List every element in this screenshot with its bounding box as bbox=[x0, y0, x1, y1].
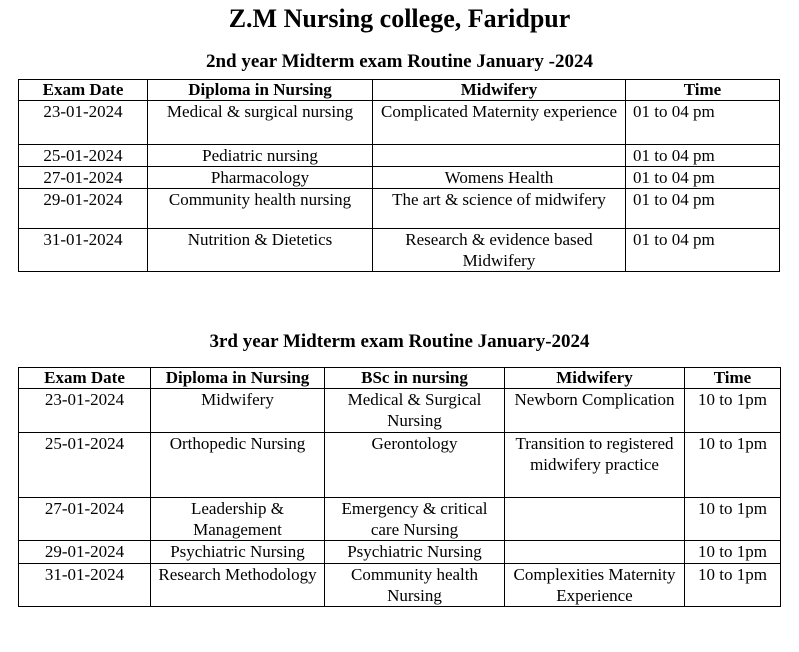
table-row bbox=[19, 189, 780, 229]
cell-bsc: Gerontology bbox=[325, 433, 505, 498]
cell-diploma: Nutrition & Dietetics bbox=[148, 229, 373, 272]
header-bsc: BSc in nursing bbox=[325, 368, 505, 389]
cell-date: 25-01-2024 bbox=[19, 145, 148, 167]
second-year-routine-table bbox=[18, 79, 780, 272]
header-diploma: Diploma in Nursing bbox=[151, 368, 325, 389]
table-header-row bbox=[19, 80, 780, 101]
cell-time: 01 to 04 pm bbox=[626, 145, 780, 167]
header-exam-date: Exam Date bbox=[19, 368, 151, 389]
cell-time: 10 to 1pm bbox=[685, 564, 781, 607]
second-year-heading: 2nd year Midterm exam Routine January -2024 bbox=[205, 51, 593, 72]
cell-diploma: Pharmacology bbox=[148, 167, 373, 189]
cell-midwifery: Transition to registered midwifery practice bbox=[505, 433, 685, 498]
cell-date: 27-01-2024 bbox=[19, 498, 151, 541]
cell-date: 31-01-2024 bbox=[19, 229, 148, 272]
cell-diploma: Orthopedic Nursing bbox=[151, 433, 325, 498]
cell-bsc: Community health Nursing bbox=[325, 564, 505, 607]
cell-midwifery: Complexities Maternity Experience bbox=[505, 564, 685, 607]
table-row bbox=[19, 433, 781, 498]
cell-date: 23-01-2024 bbox=[19, 101, 148, 145]
table-header-row bbox=[19, 368, 781, 389]
cell-date: 25-01-2024 bbox=[19, 433, 151, 498]
cell-time: 10 to 1pm bbox=[685, 498, 781, 541]
table-row bbox=[19, 101, 780, 145]
page-title: Z.M Nursing college, Faridpur bbox=[228, 4, 571, 33]
table-row bbox=[19, 498, 781, 541]
header-time: Time bbox=[685, 368, 781, 389]
cell-time: 10 to 1pm bbox=[685, 541, 781, 564]
cell-bsc: Psychiatric Nursing bbox=[325, 541, 505, 564]
table-row bbox=[19, 145, 780, 167]
cell-midwifery bbox=[505, 498, 685, 541]
cell-date: 31-01-2024 bbox=[19, 564, 151, 607]
cell-date: 27-01-2024 bbox=[19, 167, 148, 189]
cell-diploma: Psychiatric Nursing bbox=[151, 541, 325, 564]
table-row bbox=[19, 389, 781, 433]
cell-midwifery: Womens Health bbox=[373, 167, 626, 189]
cell-date: 23-01-2024 bbox=[19, 389, 151, 433]
cell-time: 01 to 04 pm bbox=[626, 167, 780, 189]
cell-bsc: Emergency & critical care Nursing bbox=[325, 498, 505, 541]
cell-time: 01 to 04 pm bbox=[626, 189, 780, 229]
cell-time: 01 to 04 pm bbox=[626, 229, 780, 272]
cell-bsc: Medical & Surgical Nursing bbox=[325, 389, 505, 433]
third-year-heading: 3rd year Midterm exam Routine January-2024 bbox=[209, 331, 590, 352]
header-diploma: Diploma in Nursing bbox=[148, 80, 373, 101]
table-row bbox=[19, 541, 781, 564]
cell-date: 29-01-2024 bbox=[19, 189, 148, 229]
cell-midwifery bbox=[505, 541, 685, 564]
header-time: Time bbox=[626, 80, 780, 101]
table-row bbox=[19, 564, 781, 607]
cell-time: 10 to 1pm bbox=[685, 389, 781, 433]
cell-diploma: Midwifery bbox=[151, 389, 325, 433]
cell-time: 10 to 1pm bbox=[685, 433, 781, 498]
cell-midwifery bbox=[373, 145, 626, 167]
header-exam-date: Exam Date bbox=[19, 80, 148, 101]
header-midwifery: Midwifery bbox=[505, 368, 685, 389]
table-row bbox=[19, 167, 780, 189]
cell-date: 29-01-2024 bbox=[19, 541, 151, 564]
cell-midwifery: Research & evidence based Midwifery bbox=[373, 229, 626, 272]
cell-midwifery: The art & science of midwifery bbox=[373, 189, 626, 229]
cell-diploma: Pediatric nursing bbox=[148, 145, 373, 167]
cell-diploma: Research Methodology bbox=[151, 564, 325, 607]
table-row bbox=[19, 229, 780, 272]
cell-diploma: Leadership & Management bbox=[151, 498, 325, 541]
cell-midwifery: Newborn Complication bbox=[505, 389, 685, 433]
cell-diploma: Medical & surgical nursing bbox=[148, 101, 373, 145]
header-midwifery: Midwifery bbox=[373, 80, 626, 101]
third-year-routine-table bbox=[18, 367, 781, 607]
cell-midwifery: Complicated Maternity experience bbox=[373, 101, 626, 145]
cell-time: 01 to 04 pm bbox=[626, 101, 780, 145]
cell-diploma: Community health nursing bbox=[148, 189, 373, 229]
